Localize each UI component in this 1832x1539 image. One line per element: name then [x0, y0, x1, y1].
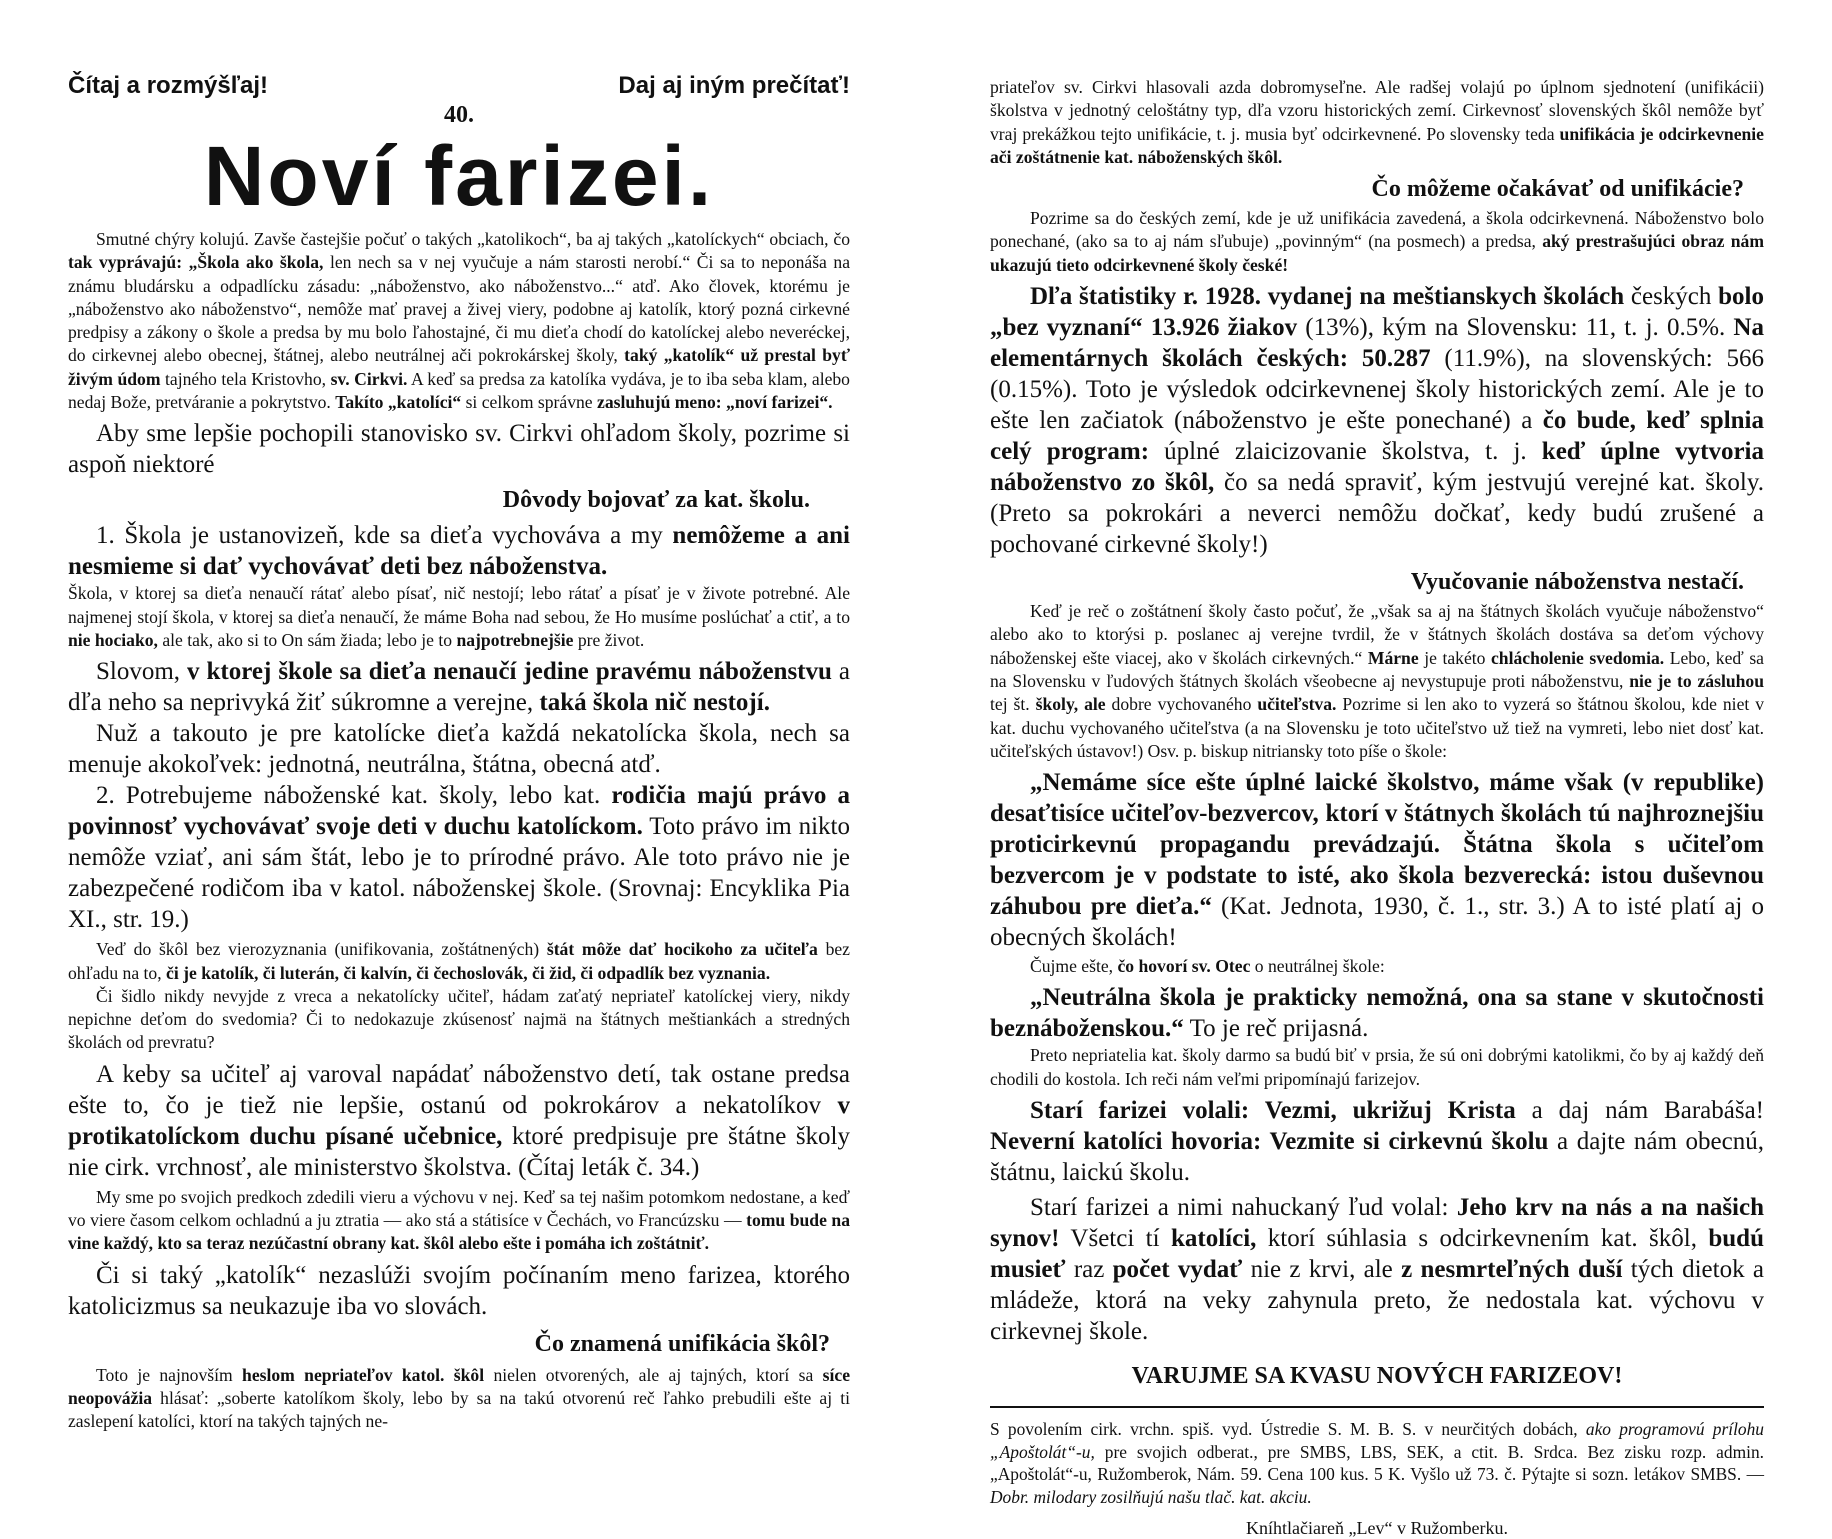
bold-text: chlácholenie svedomia.	[1490, 647, 1665, 668]
paragraph	[990, 207, 1764, 277]
text-run: 1. Škola je ustanovizeň, kde sa dieťa vychováva a my	[96, 522, 673, 550]
text-run: Starí farizei a nimi nahuckaný ľud volal:	[1030, 1194, 1457, 1222]
text-run: To je reč prijasná.	[1183, 1015, 1369, 1043]
bold-text: tomu bude na vine každý, kto sa teraz nezúčastní obrany kat. škôl alebo ešte i pomáha ich zoštátniť.	[68, 1210, 851, 1254]
text-run: dobre vychovaného	[1105, 694, 1258, 715]
bold-text: keď úplne vytvoria náboženstvo zo škôl,	[990, 438, 1764, 497]
right-page	[990, 0, 1765, 1539]
text-run: Škola, v ktorej sa dieťa nenaučí rátať alebo písať, nič nestojí; lebo rátať a písať je v živote potrebné. Ale najmenej stojí škola, v ktorej sa dieťa nenaučí, že máme Boha nad sebou, že Ho musíme poslúchať a ctiť, a to	[68, 583, 850, 627]
text-run: ktorí súhlasia s odcirkevnením kat. škôl,	[1256, 1225, 1709, 1253]
bold-text: čo bude, keď splnia celý program:	[990, 407, 1764, 466]
paragraph: Nuž a takouto je pre katolícke dieťa každá nekatolícka škola, nech sa menuje akokoľvek: jednotná, neutrálna, štátna, obecná atď.	[68, 720, 850, 779]
text-run: Lebo, keď sa na Slovensku v ľudových štátnych školách všeobecne aj nevystupuje proti náboženstvu,	[990, 647, 1764, 691]
bold-text: Na elementárnych školách českých: 50.287	[990, 314, 1764, 373]
bold-text: taká škola nič nestojí.	[539, 689, 770, 717]
italic-text: Dobr. milodary zosilňujú našu tlač. kat. akciu.	[990, 1486, 1312, 1507]
text-run: pre svojich odberat., pre SMBS, LBS, SEK, a ctit. B. Srdca. Bez zisku rozp. admin. „Apoštolát“-u, Ružomberok, Nám. 59. Cena 100 kus. 5 K. Vyšlo už 73. č. Pýtajte si sozn. letákov SMBS. —	[990, 1441, 1764, 1485]
bold-text: nie je to zásluhou	[1629, 670, 1764, 691]
bold-text: unifikácia je odcirkevnenie ači zoštátnenie kat. náboženských škôl.	[990, 123, 1764, 167]
bold-text: čo hovorí sv. Otec	[1117, 956, 1251, 977]
bold-text: „Neutrálna škola je prakticky nemožná, ona sa stane v skutočnosti beznáboženskou.“	[990, 984, 1764, 1043]
text-run: a dľa neho sa neprivyká žiť súkromne a verejne,	[68, 658, 851, 717]
bold-text: Starí farizei volali: Vezmi, ukrižuj Krista	[1030, 1097, 1516, 1125]
paragraph	[68, 520, 850, 582]
text-run: a daj nám Barabáša!	[1515, 1097, 1764, 1125]
paragraph	[68, 1186, 850, 1256]
text-run: raz	[1065, 1256, 1113, 1284]
text-run: hlásať: „soberte katolíkom školy, lebo by sa na takú otvorenú reč ľahko prebudili ešte aj ti zaslepení katolíci, ktorí na takých tajných ne-	[68, 1387, 850, 1432]
paragraph: Aby sme lepšie pochopili stanovisko sv. Cirkvi ohľadom školy, pozrime si aspoň niektoré	[68, 420, 850, 479]
text-run: Toto je najnovším	[96, 1364, 243, 1385]
paragraph	[68, 780, 850, 935]
bold-text: „Nemáme síce ešte úplné laické školstvo, máme však (v republike) desaťtisíce učiteľov-bezvercov, ktorí v štátnych školách tú najhroznejšiu proticirkevnú propagandu prevádzajú. Štátna škola s učiteľom bezvercom je v podstate to isté, ako škola bezverecká: istou duševnou záhubou pre dieťa.“	[990, 769, 1764, 921]
bold-text: počet vydať	[1112, 1256, 1243, 1284]
paragraph	[68, 1364, 850, 1434]
bold-text: rodičia majú právo a povinnosť vychovávať svoje deti v duchu katolíckom.	[68, 782, 850, 841]
bold-text: Takíto „katolíci“	[335, 392, 462, 413]
bold-text: taký „katolík“ už prestal byť živým údom	[68, 345, 850, 389]
text-run: je takéto	[1418, 647, 1491, 668]
left-page	[68, 0, 850, 1500]
text-run: (11.9%), na slovenských: 566 (0.15%). Toto je výsledok odcirkevnenej školy historických zemí. Ale je to ešte len začiatok (náboženstvo je ešte ponechané) a	[990, 345, 1764, 435]
bold-text: nie hociako,	[68, 629, 158, 650]
paragraph: Či šidlo nikdy nevyjde z vreca a nekatolícky učiteľ, hádam zaťatý nepriateľ katolíckej viery, nikdy nepichne deťom do svedomia? Či to nedokazuje zkúsenosť najmä na štátnych meštiankách a stredných školách od prevratu?	[68, 985, 850, 1053]
bold-text: v protikatolíckom duchu písané učebnice,	[68, 1091, 850, 1150]
paragraph	[68, 1059, 850, 1183]
bold-text: Jeho krv na nás a na našich synov!	[990, 1194, 1764, 1253]
bold-text: Márne	[1367, 647, 1419, 668]
text-run: ktoré predpisuje pre štátne školy nie cirk. vrchnosť, ale ministerstvo školstva. (Čítaj leták č. 34.)	[68, 1122, 850, 1181]
bold-text: najpotrebnejšie	[456, 629, 574, 650]
section-heading: Čo môžeme očakávať od unifikácie?	[1371, 176, 1744, 203]
text-run: úplné zlaicizovanie školstva, t. j.	[1149, 438, 1542, 466]
italic-text: ako programovú prílohu „Apoštolát“-u,	[990, 1419, 1765, 1462]
text-run: tých dietok a mládeže, ktorá na veky zahynula preto, že nedostala kat. výchovu v cirkevnej škole.	[990, 1256, 1764, 1346]
text-run: čo sa nedá spraviť, kým jestvujú verejné kat. školy. (Preto sa pokrokári a neverci nemôžu dočkať, kedy budú zrušené a pochované cirkevné školy!)	[990, 469, 1765, 559]
bold-text: aký prestrašujúci obraz nám ukazujú tieto odcirkevnené školy české!	[990, 231, 1764, 275]
section-heading: Čo znamená unifikácia škôl?	[534, 1330, 830, 1357]
leaflet-number: 40.	[444, 102, 474, 128]
bold-text: nemôžeme a ani nesmieme si dať vychovávať deti bez náboženstva.	[68, 522, 850, 581]
header-right-motto: Daj aj iným prečítať!	[618, 72, 850, 99]
text-run: len nech sa v nej vyučuje a nám starosti nerobí.“ Či sa to neponáša na známu bludársku a odpadlícku zásadu: „náboženstvo, ako náboženstvo...“ atď. Ako človek, ktorému je „náboženstvo ako náboženstvo“, nemôže mať pravej a živej viery, podobne aj katolík, ktorý pozná cirkevné predpisy a zákony o škole a predsa by mu bolo ľahostajné, či mu dieťa chodí do katolíckej alebo neveréckej, do cirkevnej alebo obecnej, štátnej, alebo neutrálnej ači pokrokárskej školy,	[68, 252, 851, 366]
paragraph	[990, 600, 1764, 763]
paragraph	[68, 582, 850, 652]
text-run: Pozrime si len ako to vyzerá so štátnou školou, kde niet v kat. duchu vychovaného učiteľstva (a na Slovensku je toto učiteľstvo už tiež na vymreti, lebo niet dosť kat. učiteľských ústavov!) Osv. p. biskup nitriansky toto píše o škole:	[990, 694, 1765, 761]
bold-text: školy, ale	[1035, 694, 1106, 715]
text-run: (13%), kým na Slovensku: 11, t. j. 0.5%.	[1297, 314, 1734, 342]
text-run: Veď do škôl bez vierozyznania (unifikovania, zoštátnených)	[96, 939, 547, 960]
intro-paragraph	[68, 228, 850, 414]
paragraph	[68, 656, 850, 718]
text-run: nielen otvorených, ale aj tajných, ktorí sa	[484, 1364, 823, 1385]
section-heading: Dôvody bojovať za kat. školu.	[502, 487, 810, 514]
bishop-quote	[990, 767, 1764, 953]
divider	[990, 1406, 1764, 1408]
text-run: 2. Potrebujeme náboženské kat. školy, lebo kat.	[96, 782, 612, 810]
text-run: si celkom správne	[461, 392, 598, 413]
paragraph	[990, 76, 1764, 169]
bold-text: zasluhujú meno: „noví farizei“.	[597, 392, 833, 413]
text-run: priateľov sv. Cirkvi hlasovali azda dobromyseľne. Ale radšej volajú po úplnom sjednotení (unifikácii) školstva v jednotný celoštátny typ, dľa vzoru historických zemí. Cirkevnosť slovenských škôl nemôže byť vraj prekážkou tejto unifikácie, t. j. musia byť odcirkevnené. Po slovensky teda	[990, 77, 1764, 144]
bold-text: štát môže dať hocikoho za učiteľa	[546, 939, 818, 960]
text-run: a dajte nám obecnú, štátnu, laickú školu.	[990, 1128, 1764, 1187]
printer-imprint: Kníhtlačiareň „Lev“ v Ružomberku.	[1246, 1518, 1508, 1539]
paragraph	[990, 955, 1764, 978]
bold-text: z nesmrteľných duší	[1401, 1256, 1623, 1284]
paragraph: Preto nepriatelia kat. školy darmo sa budú biť v prsia, že sú oni dobrými katolikmi, čo by aj každý deň chodili do kostola. Ich reči nám veľmi pripomínajú farizejov.	[990, 1045, 1764, 1089]
text-run: nie z krvi, ale	[1242, 1256, 1402, 1284]
text-run: o neutrálnej škole:	[1250, 956, 1385, 977]
publisher-footer	[990, 1418, 1764, 1508]
text-run: S povolením cirk. vrchn. spiš. vyd. Ústredie S. M. B. S. v neurčitých dobách,	[990, 1419, 1586, 1440]
text-run: Všetci tí	[1059, 1225, 1171, 1253]
bold-text: síce neopovážia	[68, 1364, 851, 1408]
header-left-motto: Čítaj a rozmýšľaj!	[68, 72, 268, 99]
bold-text: katolíci,	[1170, 1225, 1257, 1253]
text-run: A keď sa predsa za katolíka vydáva, je to iba seba klam, alebo nedaj Bože, pretváranie a pokrytstvo.	[68, 368, 850, 413]
bold-text: v ktorej škole sa dieťa nenaučí jedine pravému náboženstvu	[187, 658, 832, 686]
text-run: Pozrime sa do českých zemí, kde je už unifikácia zavedená, a škola odcirkevnená. Náboženstvo bolo ponechané, (ako sa to aj nám sľubuje) „povinným“ (na posmech) a predsa,	[990, 208, 1764, 252]
text-run: tajného tela Kristovho,	[160, 368, 331, 389]
paragraph	[990, 1192, 1764, 1347]
paragraph	[68, 938, 850, 985]
page-title: Noví farizei.	[203, 129, 715, 223]
text-run: A keby sa učiteľ aj varoval napádať náboženstvo detí, tak ostane predsa ešte to, čo je tiež nie lepšie, ostanú od pokrokárov a nekatolíkov	[68, 1060, 850, 1119]
text-run: pre život.	[573, 629, 645, 650]
bold-text: Neverní katolíci hovoria: Vezmite si cirkevnú školu	[990, 1128, 1549, 1156]
bold-text: tak vyprávajú: „Škola ako škola,	[68, 252, 324, 273]
paragraph	[990, 1095, 1764, 1188]
page-header	[68, 72, 850, 128]
text-run: (Kat. Jednota, 1930, č. 1., str. 3.) A to isté platí aj o obecných školách!	[990, 893, 1765, 952]
text-run: ale tak, ako si to On sám žiada; lebo je to	[157, 629, 457, 650]
text-run: My sme po svojich predkoch zdedili vieru a výchovu v nej. Keď sa tej našim potomkom nedostane, a keď vo viere časom celkom ochladnú a ju ztratia — ako stá a státisíce v Čechách, vo Francúzsku —	[68, 1186, 850, 1231]
text-run: Smutné chýry kolujú. Zavše častejšie počuť o takých „katolikoch“, ba aj takých „katolíckych“ obciach, čo	[96, 229, 850, 249]
text-run: Keď je reč o zoštátnení školy často počuť, že „však sa aj na štátnych školách vyučuje náboženstvo“ alebo ako to ktorýsi p. poslanec aj verejne tvrdil, že v štátnych školách dostáva sa deťom výchovy náboženskej ešte viacej, ako v školách cirkevných.“	[990, 601, 1764, 668]
closing-slogan: VARUJME SA KVASU NOVÝCH FARIZEOV!	[1131, 1363, 1623, 1390]
bold-text: bolo „bez vyznaní“ 13.926 žiakov	[990, 283, 1764, 342]
bold-text: či je katolík, či luterán, či kalvín, či čechoslovák, či žid, či odpadlík bez vyznania.	[166, 962, 771, 983]
text-run: bez ohľadu na to,	[68, 939, 850, 983]
text-run: Toto právo im nikto nemôže vziať, ani sám štát, lebo je to prírodné právo. Ale toto právo nie je zabezpečené rodičom iba v katol. náboženskej škole. (Srovnaj: Encyklika Pia XI., str. 19.)	[68, 813, 850, 934]
paragraph	[990, 281, 1764, 560]
bold-text: učiteľstva.	[1257, 694, 1337, 715]
text-run: tej št.	[990, 694, 1036, 715]
text-run: Čujme ešte,	[1030, 956, 1118, 977]
bold-text: sv. Cirkvi.	[330, 368, 408, 389]
bold-text: heslom nepriateľov katol. škôl	[242, 1364, 485, 1385]
bold-text: budú musieť	[990, 1225, 1764, 1284]
text-run: Slovom,	[96, 658, 188, 686]
paragraph: Či si taký „katolík“ nezaslúži svojím počínaním meno farizea, ktorého katolicizmus sa neukazuje iba vo slovách.	[68, 1261, 850, 1320]
section-heading: Vyučovanie náboženstva nestačí.	[1410, 569, 1744, 596]
pope-quote	[990, 982, 1764, 1044]
bold-text: Dľa štatistiky r. 1928. vydanej na meštianskych školách	[1030, 283, 1625, 311]
text-run: českých	[1624, 283, 1719, 311]
